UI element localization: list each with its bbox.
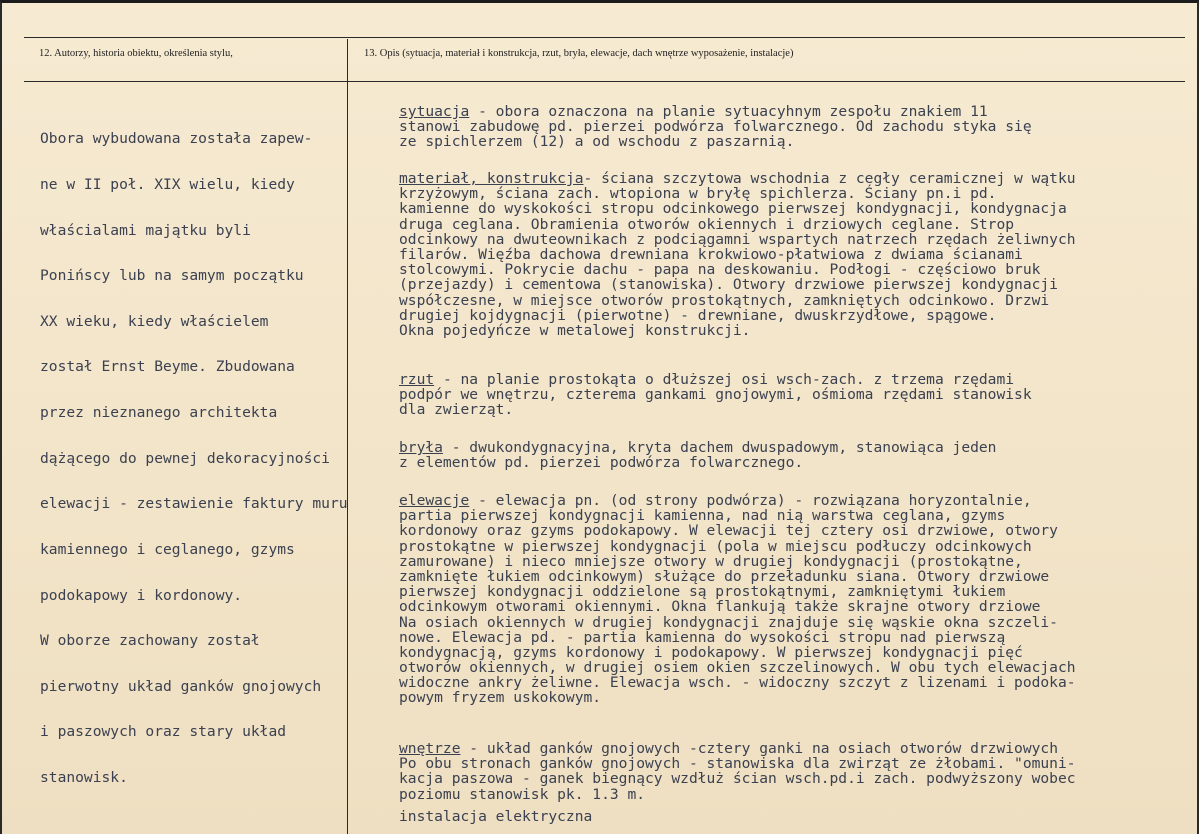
section-bryla [399,440,1179,470]
section-line: druga ceglana. Obramienia otworów okiennych i drziowych ceglane. Strop [399,215,1015,233]
history-line: i paszowych oraz stary układ [40,723,287,741]
history-line: przez nieznanego architekta [40,404,278,422]
history-line: ne w II poł. XIX wielu, kiedy [40,176,295,194]
section-line: kondygnacją, gzyms kordonowy i podokapowy. W pierwszej kondygnacji pięć [399,643,1023,661]
section-line: widoczne ankry żeliwne. Elewacja wsch. - widoczny szczyt z lizenami i podoka- [399,674,1076,692]
section-line: Na osiach okiennych w drugiej kondygnacji znajduje się wąskie okna szczeli- [399,613,1058,631]
header-bottom-rule [24,81,1185,82]
section-line: drugiej kojdygnacji (pierwotne) - drewniane, dwuskrzydłowe, spągowe. [399,306,997,324]
section-line: kamienne do wyskokości stropu odcinkowego pierwszej kondygnacji, kondygnacja [399,200,1067,218]
history-line: XX wieku, kiedy właścielem [40,312,269,330]
section-line: Po obu stronach ganków gnojowych - stanowiska dla zwirząt ze żłobami. "omuni- [399,755,1076,773]
history-line: Ponińscy lub na samym początku [40,267,304,285]
section-line: - dwukondygnacyjna, kryta dachem dwuspadowym, stanowiąca jeden [442,439,997,456]
section-line: kordonowy oraz gzyms podokapowy. W elewacji tej cztery osi drzwiowe, otwory [399,522,1058,540]
section-line: ze spichlerzem (12) a od wschodu z paszarnią. [399,133,795,151]
section-line: zamknięte łukiem odcinkowym) służące do przeładunku siana. Otwory drzwiowe [399,567,1050,585]
section-line: z elementów pd. pierzei podwórza folwarcznego. [399,454,804,472]
section-instalacja: instalacja elektryczna [399,808,593,825]
section-keyword: wnętrze [399,740,461,757]
header-section-13: 13. Opis (sytuacja, materiał i konstrukcja, rzut, bryła, elewacje, dach wnętrze wyposażenie, instalacje) [364,48,794,59]
section-keyword: rzut [399,371,435,388]
section-sytuacja [399,104,1179,150]
section-line: nowe. Elewacja pd. - partia kamienna do wysokości stropu nad pierwszą [399,628,1006,646]
section-line: powym fryzem uskokowym. [399,689,602,707]
section-line: dla zwierząt. [399,401,514,419]
section-material-konstrukcja [399,171,1179,338]
section-line: krzyżowym, ściana zach. wtopiona w bryłę spichlerza. Ściany pn.i pd. [399,185,997,203]
section-line: prostokątne w pierwszej kondygnacji (pola w miejscu podłuczy odcinkowych [399,537,1032,555]
section-elewacje [399,493,1179,706]
header-top-rule [24,37,1185,38]
section-line: partia pierwszej kondygnacji kamienna, nad nią warstwa ceglana, gzyms [399,507,1006,525]
section-line: poziomu stanowisk pk. 1.3 m. [399,785,646,803]
section-line: kacja paszowa - ganek biegnący wzdłuż ścian wsch.pd.i zach. podwyższony wobec [399,770,1076,788]
section-line: stolcowymi. Pokrycie dachu - papa na deskowaniu. Podłogi - częściowo bruk [399,261,1041,279]
section-line: odcinkowym otworami okiennymi. Okna flankują także skrajne otwory drziowe [399,598,1041,616]
section-keyword: sytuacja [399,103,470,120]
history-line: właścialami majątku byli [40,221,251,239]
section-keyword: bryła [399,439,443,456]
history-line: kamiennego i ceglanego, gzyms [40,540,295,558]
history-line: został Ernst Beyme. Zbudowana [40,358,295,376]
section-line: - na planie prostokąta o dłuższej osi wsch-zach. z trzema rzędami [434,371,1015,388]
section-keyword: materiał, konstrukcja [399,170,584,187]
history-line: podokapowy i kordonowy. [40,586,243,604]
section-line: zamurowane) i nieco mniejsze otwory w drugiej kondygnacji (prostokątne, [399,552,1023,570]
history-line: pierwotny układ ganków gnojowych [40,677,322,695]
section-wnetrze [399,741,1179,802]
history-line: W oborze zachowany został [40,632,260,650]
history-line: stanowisk. [40,768,128,786]
section-line: filarów. Więźba dachowa drewniana krokwiowo-płatwiowa z dwiama ścianami [399,245,1023,263]
section-line: - układ ganków gnojowych -cztery ganki na osiach otworów drzwiowych [460,740,1058,757]
section-keyword: elewacje [399,492,470,509]
section-line: - elewacja pn. (od strony podwórza) - rozwiązana horyzontalnie, [469,492,1032,509]
section-line: stanowi zabudowę pd. pierzei podwórza folwarcznego. Od zachodu styka się [399,118,1032,136]
section-line: - ściana szczytowa wschodnia z cegły ceramicznej w wątku [583,170,1076,187]
section-line: odcinkowy na dwuteownikach z podciągamni wspartych natrzech rzędach żeliwnych [399,230,1076,248]
section-line: współczesne, w miejsce otworów prostokątnych, zamkniętych odcinkowo. Drzwi [399,291,1050,309]
history-line: elewacji - zestawienie faktury muru [40,495,348,513]
section-line: Okna pojedyńcze w metalowej konstrukcji. [399,321,751,339]
section-line: pierwszej kondygnacji oddzielone są prostokątnymi, zamkniętymi łukiem [399,583,1006,601]
section-line: podpór we wnętrzu, czterema gankami gnojowymi, ośmioma rzędami stanowisk [399,386,1032,404]
history-text [40,101,385,816]
header-section-12: 12. Autorzy, historia obiektu, określenia stylu, [39,48,233,59]
section-line: - obora oznaczona na planie sytuacyhnym zespołu znakiem 11 [469,103,988,120]
history-line: dążącego do pewnej dekoracyjności [40,449,330,467]
section-rzut [399,372,1179,418]
history-line: Obora wybudowana została zapew- [40,130,313,148]
section-line: otworów okiennych, w drugiej osiem okien szczelinowych. W obu tych elewacjach [399,659,1076,677]
section-line: (przejazdy) i cementowa (stanowiska). Otwory drzwiowe pierwszej kondygnacji [399,276,1058,294]
